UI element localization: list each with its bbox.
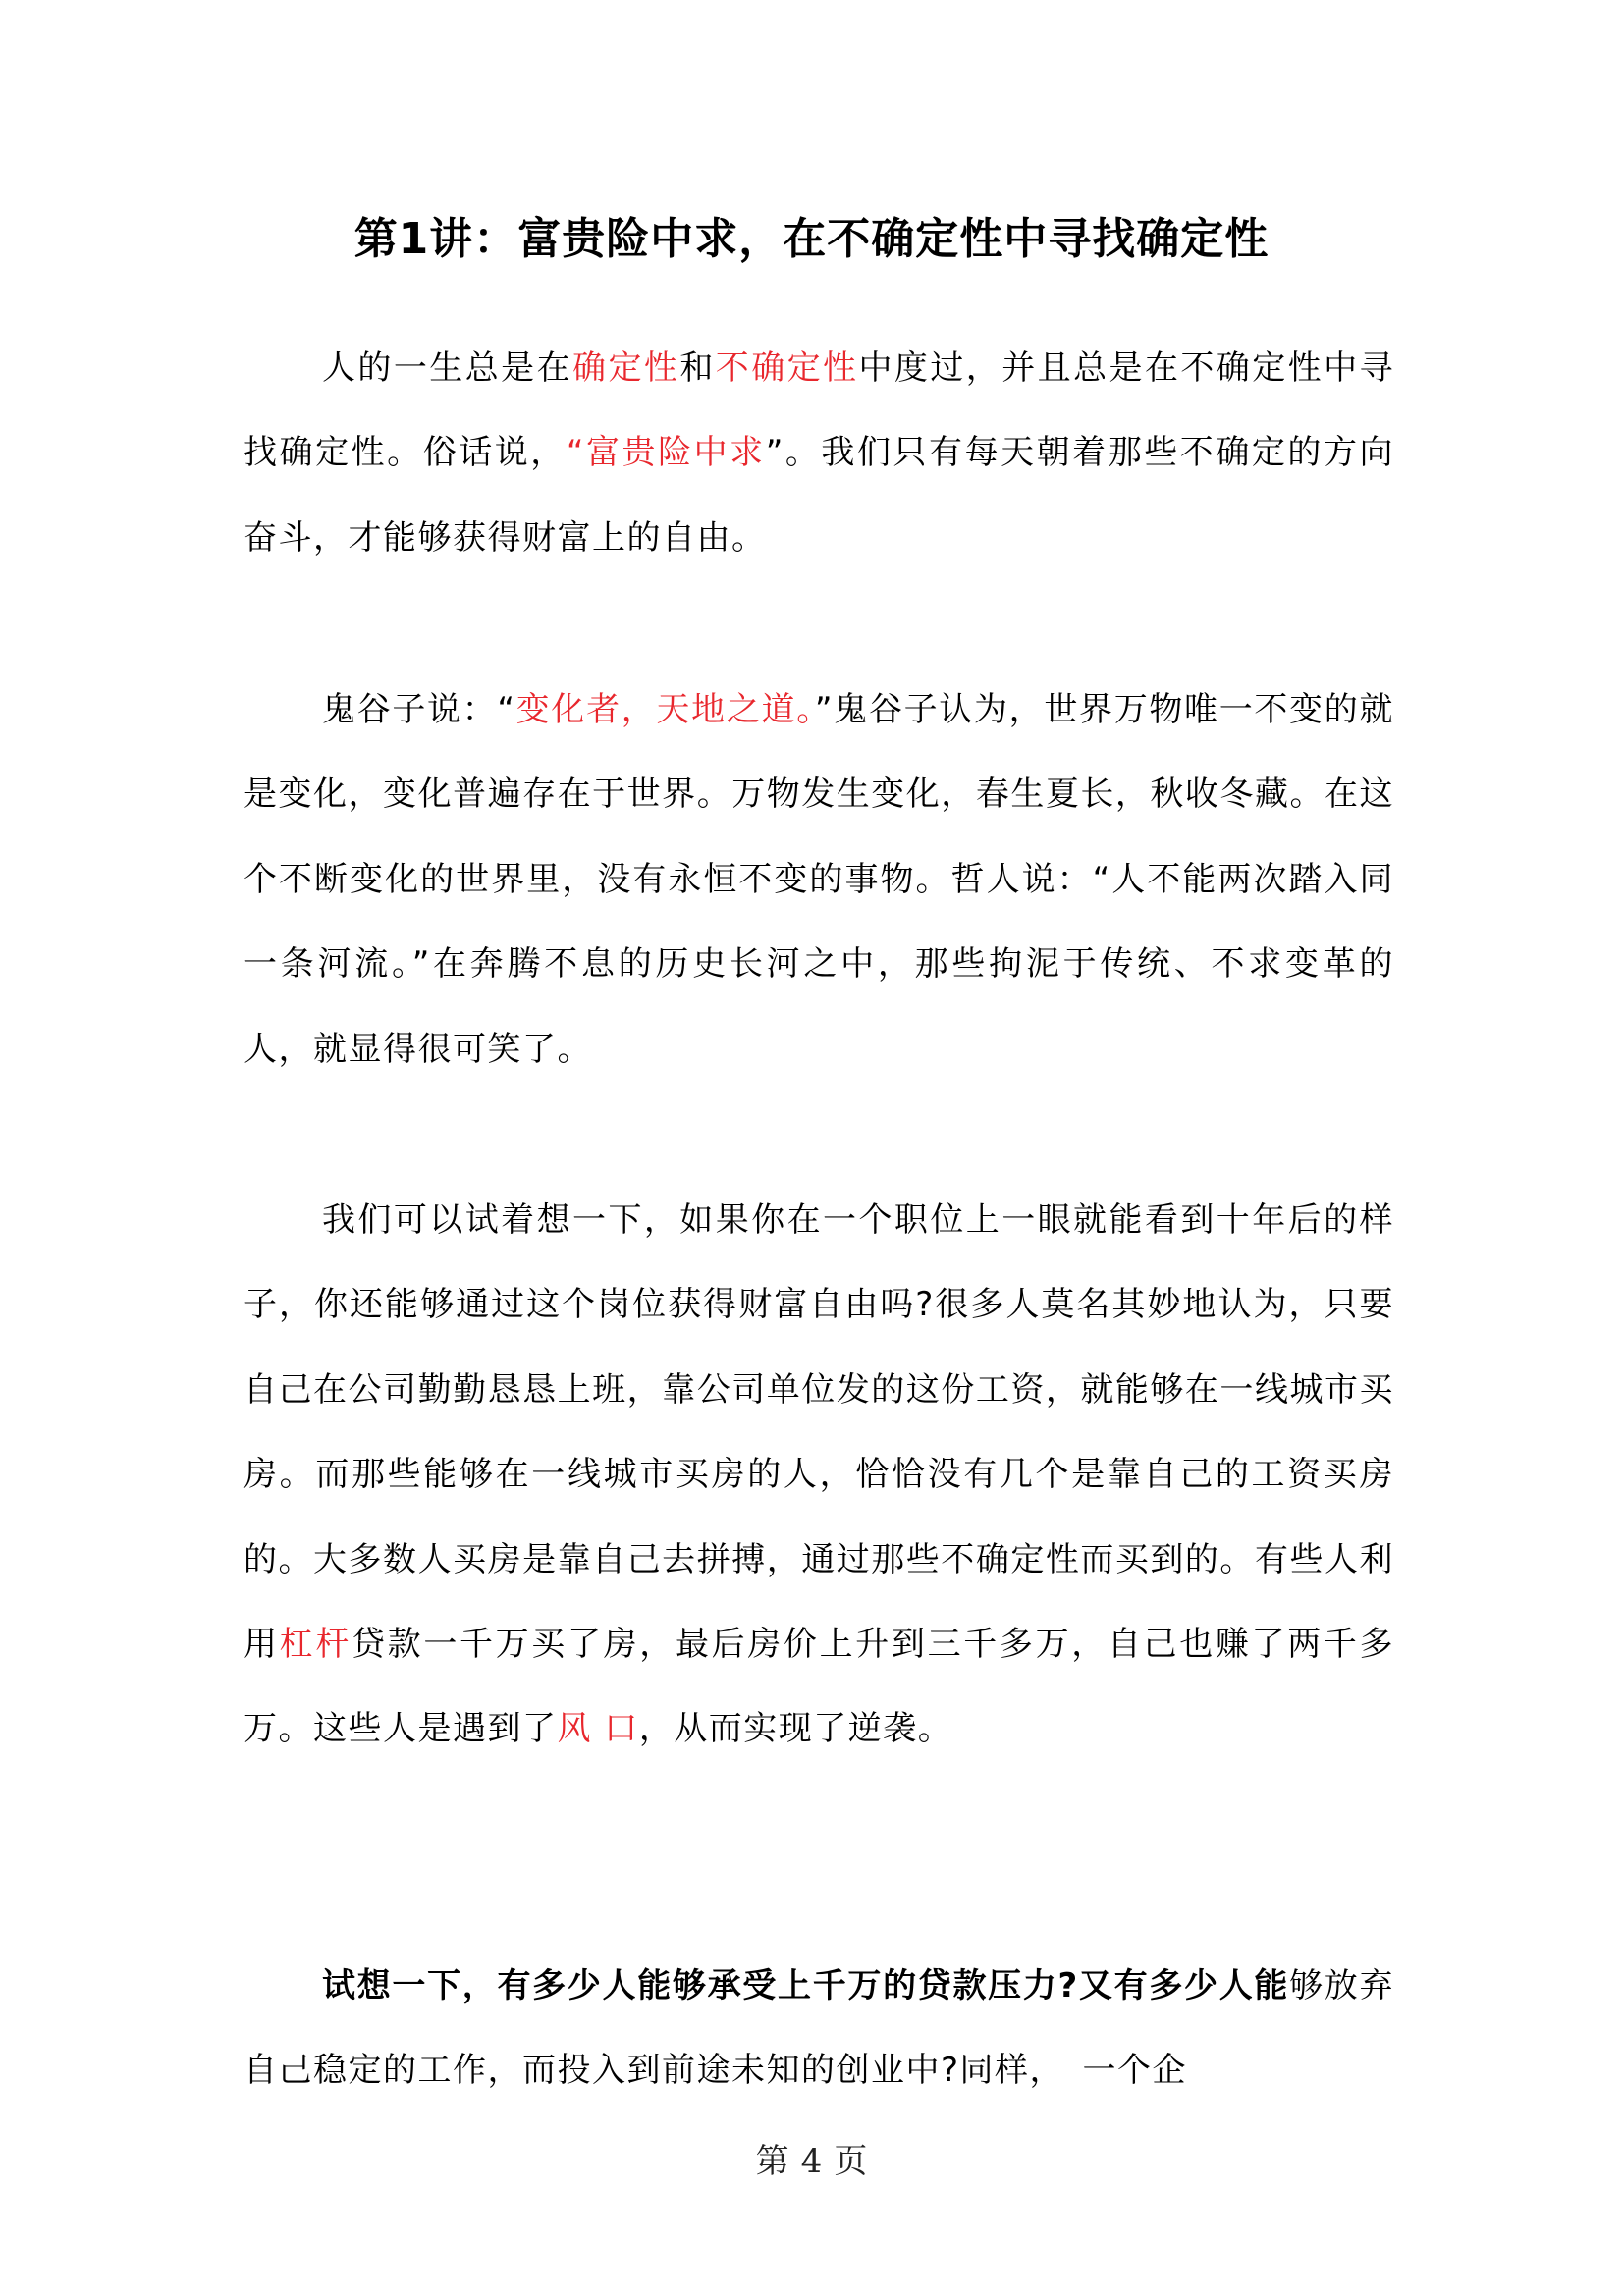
paragraph-4	[243, 1944, 1394, 2113]
text-segment: 中度过，并且总是在不确定性中寻找确定性。俗话说，	[243, 348, 1395, 473]
highlighted-term: 风 口	[557, 1709, 639, 1749]
paragraph-2	[243, 667, 1394, 1092]
page-footer	[0, 2138, 1623, 2185]
text-segment: 我们可以试着想一下，如果你在一个职位上一眼就能看到十年后的样子，你还能够通过这个岗位获得财富自由吗?很多人莫名其妙地认为，只要自己在公司勤勤恳恳上班，靠公司单位发的这份工资，就能够在一线城市买房。而那些能够在一线城市买房的人，恰恰没有几个是靠自己的工资买房的。大多数人买房是靠自己去拼搏，通过那些不确定性而买到的。有些人利用	[243, 1201, 1394, 1665]
text-segment: 鬼谷子说：“	[322, 690, 516, 729]
paragraph-3	[243, 1178, 1394, 1772]
bold-lead-text: 试想一下，有多少人能够承受上千万的贷款压力?又有多少人能	[322, 1966, 1290, 2005]
text-segment: 贷款一千万买了房，最后房价上升到三千多万，自己也赚了两千多万。这些人是遇到了	[243, 1625, 1395, 1749]
text-segment: ，从而实现了逆袭。	[638, 1709, 953, 1749]
text-segment: ”。我们只有每天朝着那些不确定的方向奋斗，才能够获得财富上的自由。	[243, 433, 1394, 558]
highlighted-term: “富贵险中求	[566, 433, 766, 473]
text-segment: 够放弃自己稳定的工作，而投入到前途未知的创业中?同样， 一个企	[243, 1966, 1394, 2091]
highlighted-term: 确定性	[572, 348, 680, 388]
highlighted-quote: 变化者，天地之道。	[515, 690, 815, 729]
text-segment: 和	[679, 348, 716, 388]
text-segment: 人的一生总是在	[322, 348, 573, 388]
page-title: 第1讲：富贵险中求，在不确定性中寻找确定性	[353, 214, 1270, 264]
text-segment: ”鬼谷子认为，世界万物唯一不变的就是变化，变化普遍存在于世界。万物发生变化，春生夏长，秋收冬藏。在这个不断变化的世界里，没有永恒不变的事物。哲人说：“人不能两次踏入同一条河流。”在奔腾不息的历史长河之中，那些拘泥于传统、不求变革的人，就显得很可笑了。	[243, 690, 1394, 1069]
page-number-suffix: 页	[834, 2142, 868, 2181]
highlighted-term: 杠杆	[279, 1625, 352, 1665]
paragraph-1	[243, 326, 1394, 580]
page-number: 4	[800, 2142, 823, 2181]
highlighted-term: 不确定性	[715, 348, 859, 388]
page-number-prefix: 第	[755, 2142, 789, 2181]
